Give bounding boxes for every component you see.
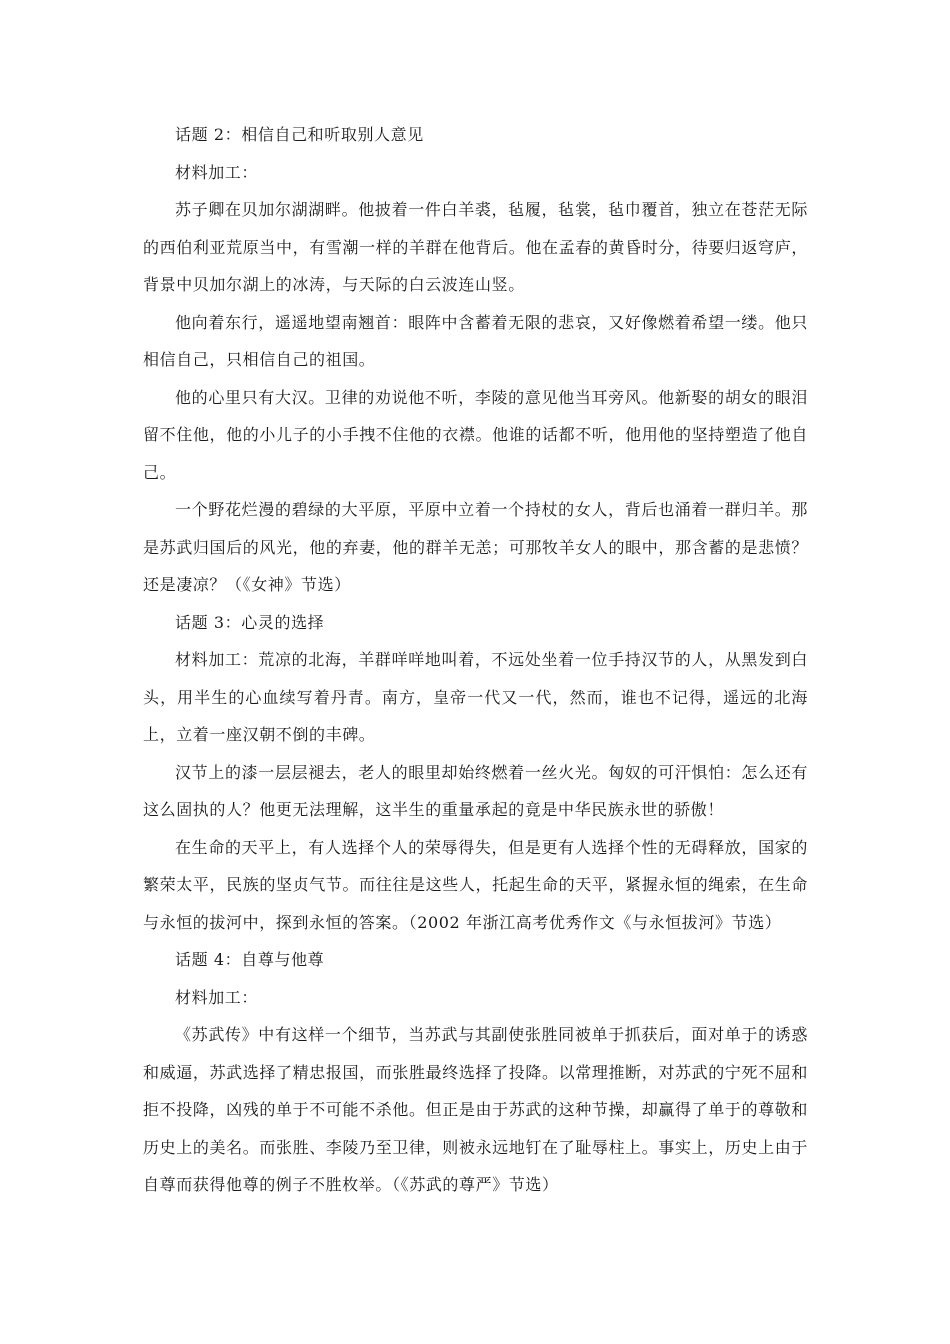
topic-2-heading: 话题 2：相信自己和听取别人意见 [175, 125, 424, 144]
body-paragraph: 苏子卿在贝加尔湖湖畔。他披着一件白羊裘，毡履，毡裳，毡巾覆首，独立在苍茫无际的西伯利亚荒原当中，有雪潮一样的羊群在他背后。他在孟春的黄昏时分，待要归返穹庐，背景中贝加尔湖上的冰涛，与天际的白云波连山竖。 [143, 200, 808, 294]
body-paragraph: 一个野花烂漫的碧绿的大平原，平原中立着一个持杖的女人，背后也涌着一群归羊。那是苏武归国后的风光，他的弃妻，他的群羊无恙；可那牧羊女人的眼中，那含蓄的是悲愤？还是凄凉？（《女神》节选） [143, 500, 808, 594]
topic-4-heading: 话题 4：自尊与他尊 [175, 950, 325, 969]
material-label: 材料加工： [175, 162, 259, 182]
material-label: 材料加工： [175, 987, 259, 1007]
body-paragraph: 汉节上的漆一层层褪去，老人的眼里却始终燃着一丝火光。匈奴的可汗惧怕：怎么还有这么固执的人？他更无法理解，这半生的重量承起的竟是中华民族永世的骄傲！ [143, 762, 808, 819]
topic-3-heading: 话题 3：心灵的选择 [175, 612, 325, 632]
body-paragraph: 《苏武传》中有这样一个细节，当苏武与其副使张胜同被单于抓获后，面对单于的诱惑和威逼，苏武选择了精忠报国，而张胜最终选择了投降。以常理推断，对苏武的宁死不屈和拒不投降，凶残的单于不可能不杀他。但正是由于苏武的这种节操，却赢得了单于的尊敬和历史上的美名。而张胜、李陵乃至卫律，则被永远地钉在了耻辱柱上。事实上，历史上由于自尊而获得他尊的例子不胜枚举。（《苏武的尊严》节选） [143, 1025, 808, 1194]
body-paragraph: 材料加工：荒凉的北海，羊群咩咩地叫着，不远处坐着一位手持汉节的人，从黑发到白头，用半生的心血续写着丹青。南方，皇帝一代又一代，然而，谁也不记得，遥远的北海上，立着一座汉朝不倒的丰碑。 [143, 650, 808, 744]
body-paragraph: 在生命的天平上，有人选择个人的荣辱得失，但是更有人选择个性的无碍释放，国家的繁荣太平，民族的坚贞气节。而往往是这些人，托起生命的天平，紧握永恒的绳索，在生命与永恒的拔河中，探到永恒的答案。（2002 年浙江高考优秀作文《与永恒拔河》节选） [143, 837, 808, 932]
body-paragraph: 他向着东行，遥遥地望南翘首：眼阵中含蓄着无限的悲哀，又好像燃着希望一缕。他只相信自己，只相信自己的祖国。 [143, 312, 808, 369]
body-paragraph: 他的心里只有大汉。卫律的劝说他不听，李陵的意见他当耳旁风。他新娶的胡女的眼泪留不住他，他的小儿子的小手拽不住他的衣襟。他谁的话都不听，他用他的坚持塑造了他自己。 [143, 387, 808, 482]
document-page [143, 116, 808, 1204]
